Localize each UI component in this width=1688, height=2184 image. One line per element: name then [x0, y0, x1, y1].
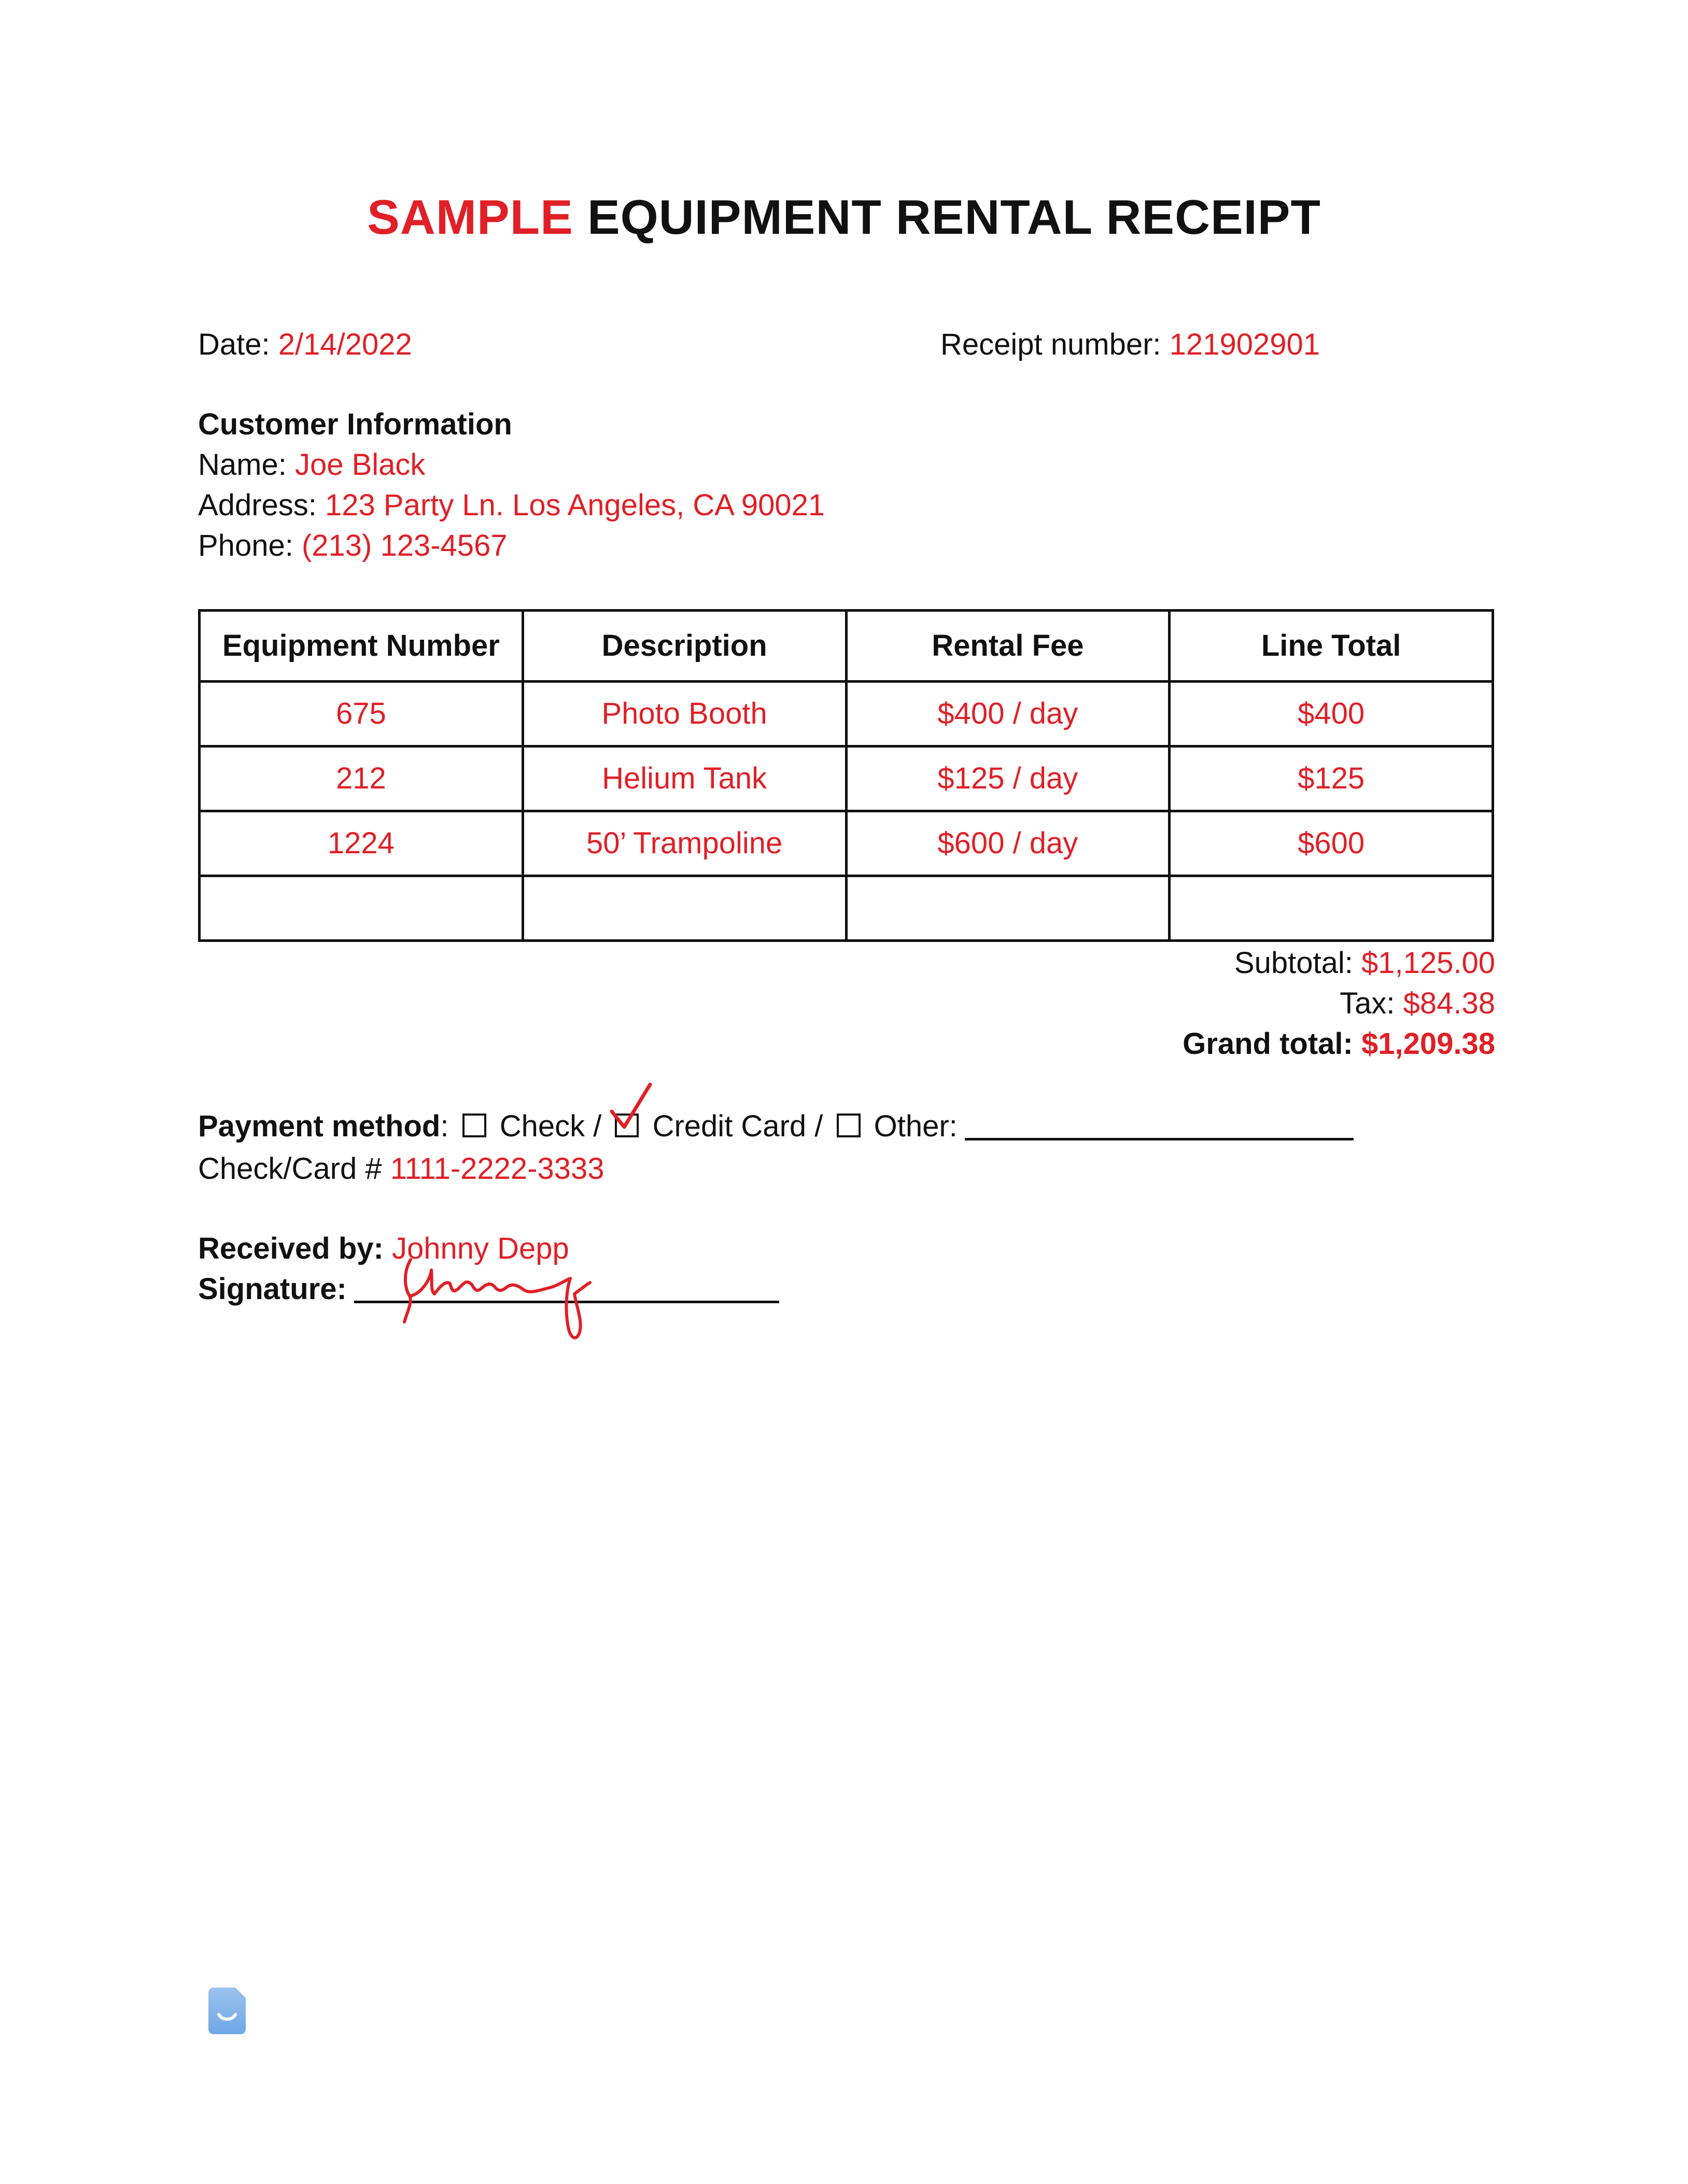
customer-phone-label: Phone:: [198, 529, 293, 562]
receipt-value: 121902901: [1169, 328, 1320, 361]
grand-total-value: $1,209.38: [1361, 1027, 1495, 1061]
grand-total-line: [1183, 1029, 1495, 1059]
cell-equipment-number: 675: [200, 682, 523, 746]
header-description: Description: [523, 611, 846, 682]
cell-rental-fee: $400 / day: [846, 682, 1170, 746]
checkmark-icon: [607, 1081, 653, 1138]
subtotal-line: [1234, 948, 1495, 978]
title-main: EQUIPMENT RENTAL RECEIPT: [587, 190, 1321, 244]
card-number-label: Check/Card #: [198, 1152, 382, 1186]
header-equipment-number: Equipment Number: [200, 611, 523, 682]
cell-description: Photo Booth: [523, 682, 846, 746]
cell-equipment-number: [200, 876, 523, 941]
cell-line-total: [1170, 876, 1493, 941]
equipment-table: [198, 609, 1494, 942]
payment-method-colon: :: [440, 1109, 449, 1143]
received-by-value: Johnny Depp: [391, 1232, 569, 1265]
customer-address-value: 123 Party Ln. Los Angeles, CA 90021: [325, 488, 825, 522]
cell-description: Helium Tank: [523, 746, 846, 811]
tax-value: $84.38: [1403, 987, 1495, 1020]
tax-line: [1340, 989, 1495, 1019]
header-rental-fee: Rental Fee: [846, 611, 1170, 682]
table-row: [200, 811, 1493, 876]
subtotal-value: $1,125.00: [1361, 946, 1495, 980]
table-row: [200, 746, 1493, 811]
table-row: [200, 682, 1493, 746]
cell-line-total: $600: [1170, 811, 1493, 876]
customer-info-heading: Customer Information: [198, 407, 512, 441]
handwritten-signature: [394, 1249, 622, 1353]
card-number-line: [198, 1154, 604, 1184]
customer-phone-line: [198, 531, 508, 561]
customer-address-line: [198, 490, 825, 520]
cell-rental-fee: [846, 876, 1170, 941]
option-check-label: Check /: [499, 1109, 602, 1143]
date-line: [198, 330, 412, 360]
customer-name-value: Joe Black: [294, 448, 426, 482]
table-header-row: [200, 611, 1493, 682]
payment-method-label: Payment method: [198, 1109, 441, 1143]
checkbox-check[interactable]: [462, 1114, 486, 1137]
title-sample: SAMPLE: [367, 190, 573, 244]
table-row-empty: [200, 876, 1493, 941]
checkbox-other[interactable]: [837, 1114, 861, 1137]
cell-rental-fee: $600 / day: [846, 811, 1170, 876]
checkbox-credit-card-wrap: [610, 1111, 644, 1142]
option-credit-card-label: Credit Card /: [652, 1109, 823, 1143]
subtotal-label: Subtotal:: [1234, 946, 1353, 980]
other-blank-field[interactable]: [965, 1138, 1354, 1140]
tax-label: Tax:: [1340, 987, 1395, 1020]
customer-phone-value: (213) 123-4567: [301, 529, 508, 562]
receipt-number-line: [940, 330, 1320, 360]
option-other-label: Other:: [874, 1109, 958, 1143]
customer-name-line: [198, 450, 425, 480]
customer-address-label: Address:: [198, 488, 317, 522]
document-logo-icon: [206, 1985, 248, 2035]
date-label: Date:: [198, 328, 270, 361]
cell-line-total: $400: [1170, 682, 1493, 746]
cell-description: [523, 876, 846, 941]
cell-description: 50’ Trampoline: [523, 811, 846, 876]
cell-equipment-number: 212: [200, 746, 523, 811]
date-value: 2/14/2022: [278, 328, 412, 361]
receipt-label: Receipt number:: [940, 328, 1161, 361]
customer-name-label: Name:: [198, 448, 287, 482]
grand-total-label: Grand total:: [1183, 1027, 1353, 1061]
cell-line-total: $125: [1170, 746, 1493, 811]
payment-method-line: [198, 1111, 1354, 1142]
signature-label: Signature:: [198, 1272, 347, 1306]
cell-equipment-number: 1224: [200, 811, 523, 876]
header-line-total: Line Total: [1170, 611, 1493, 682]
card-number-value: 1111-2222-3333: [390, 1152, 604, 1186]
received-by-label: Received by:: [198, 1232, 384, 1265]
page-title: [0, 190, 1688, 244]
cell-rental-fee: $125 / day: [846, 746, 1170, 811]
